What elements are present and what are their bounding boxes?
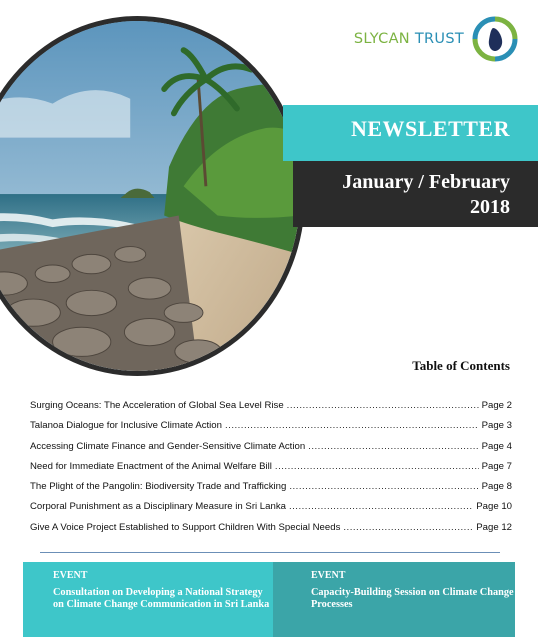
toc-item-title: Surging Oceans: The Acceleration of Global Sea Level Rise — [30, 400, 284, 411]
toc-item-title: Corporal Punishment as a Disciplinary Measure in Sri Lanka — [30, 501, 286, 513]
table-of-contents — [30, 400, 512, 542]
toc-item-page: Page 12 — [476, 521, 512, 533]
toc-item-title: Accessing Climate Finance and Gender-Sensitive Climate Action — [30, 440, 306, 452]
toc-item-title: The Plight of the Pangolin: Biodiversity Trade and Trafficking — [30, 481, 287, 493]
beach-scene-image — [0, 21, 300, 371]
toc-item[interactable] — [30, 400, 512, 420]
toc-item-title: Give A Voice Project Established to Support Children With Special Needs — [30, 521, 341, 533]
toc-leader — [287, 400, 479, 411]
toc-item-page: Page 8 — [481, 481, 512, 493]
event-title: Consultation on Developing a National Strategy on Climate Change Communication in Sri Lanka — [53, 587, 270, 610]
toc-item[interactable] — [30, 522, 512, 542]
toc-item[interactable] — [30, 441, 512, 461]
toc-heading: Table of Contents — [412, 358, 510, 373]
brand-logo — [354, 14, 520, 64]
toc-leader — [289, 481, 478, 492]
toc-item-title: Need for Immediate Enactment of the Animal Welfare Bill — [30, 460, 272, 472]
toc-item-page: Page 2 — [481, 400, 512, 411]
toc-item[interactable] — [30, 481, 512, 501]
event-label: EVENT — [311, 570, 346, 581]
toc-item-title: Talanoa Dialogue for Inclusive Climate Action — [30, 420, 222, 432]
toc-item-page: Page 7 — [481, 460, 512, 472]
toc-leader — [308, 441, 478, 452]
toc-leader — [343, 522, 473, 533]
toc-leader — [275, 461, 479, 472]
toc-leader — [289, 501, 473, 512]
issue-year: 2018 — [470, 196, 510, 218]
toc-item-page: Page 10 — [476, 501, 512, 513]
event-box-capacity-building[interactable] — [273, 562, 515, 637]
issue-months: January / February — [342, 171, 510, 193]
event-label: EVENT — [53, 570, 88, 581]
event-title: Capacity-Building Session on Climate Change Processes — [311, 587, 514, 610]
toc-item-page: Page 3 — [481, 420, 512, 432]
toc-leader — [225, 420, 479, 431]
sri-lanka-logo-icon — [470, 14, 520, 64]
brand-name-part1: SLYCAN — [353, 31, 410, 47]
newsletter-title: NEWSLETTER — [350, 116, 510, 141]
brand-name-part2: TRUST — [414, 31, 464, 47]
event-box-consultation[interactable] — [23, 562, 273, 637]
toc-item-page: Page 4 — [481, 440, 512, 452]
cover-photo — [0, 16, 305, 376]
toc-item[interactable] — [30, 461, 512, 481]
brand-name — [354, 31, 464, 47]
toc-item[interactable] — [30, 501, 512, 521]
toc-item[interactable] — [30, 420, 512, 440]
section-divider — [40, 552, 500, 553]
